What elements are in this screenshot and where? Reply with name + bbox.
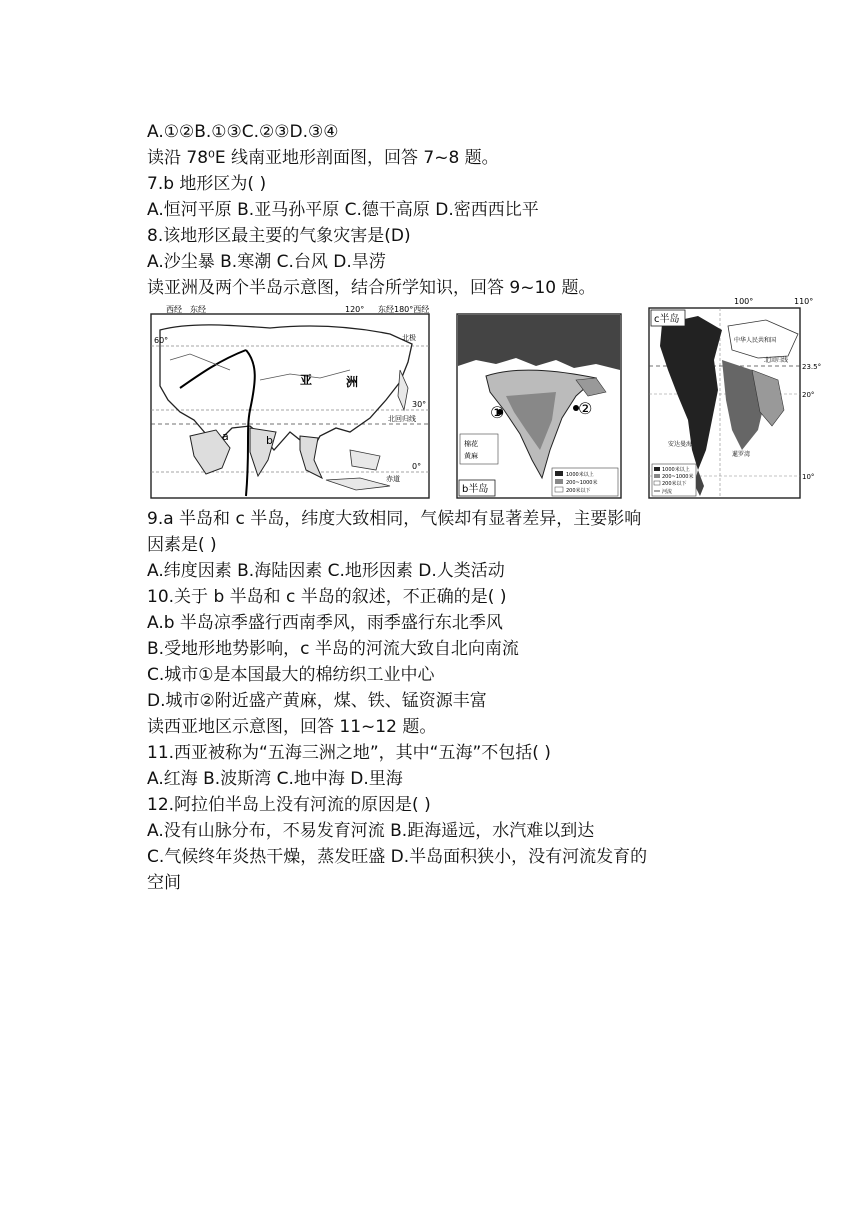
c-legend-elev-mid: 200~1000米 [662,474,694,480]
legend-elev-mid: 200~1000米 [566,480,598,486]
zhou-char-label: 洲 [346,375,359,389]
options-q8: A.沙尘暴 B.寒潮 C.台风 D.旱涝 [147,252,386,272]
lat-235-label: 23.5° [802,363,822,371]
b-peninsula-title: b半岛 [462,484,489,495]
city-2-marker: ② [578,399,593,418]
question-8: 8.该地形区最主要的气象灾害是(D) [147,226,411,246]
c-peninsula-map [648,297,822,500]
lon-100-label: 100° [734,297,754,306]
equator-label: 赤道 [386,475,400,483]
options-q12-cont: 空间 [147,873,181,893]
asia-map [150,300,432,500]
question-10: 10.关于 b 半岛和 c 半岛的叙述，不正确的是( ) [147,587,507,607]
instruction-9-10: 读亚洲及两个半岛示意图，结合所学知识，回答 9~10 题。 [147,278,596,298]
peninsula-b-label: b [266,434,273,447]
tropic-label: 北回归线 [388,415,416,423]
lat-20-label: 20° [802,391,815,399]
lon-110-label: 110° [794,297,814,306]
c-legend-elev-high: 1000米以上 [662,467,690,473]
china-label: 中华人民共和国 [734,337,777,344]
question-7: 7.b 地形区为( ) [147,174,267,194]
lon-180-label: 东经180°西经 [378,305,430,314]
option-10c: C.城市①是本国最大的棉纺织工业中心 [147,665,435,685]
lon-west-label: 西经 [166,305,182,314]
options-q7: A.恒河平原 B.亚马孙平原 C.德干高原 D.密西西比平 [147,200,539,220]
legend-jute: 黄麻 [464,452,478,460]
question-11: 11.西亚被称为“五海三洲之地”，其中“五海”不包括( ) [147,743,551,763]
legend-cotton: 棉花 [464,440,478,448]
map-figures [150,297,822,505]
instruction-7-8: 读沿 78⁰E 线南亚地形剖面图，回答 7~8 题。 [147,148,499,168]
question-9-part2: 因素是( ) [147,535,217,555]
lat-60-label: 60° [154,336,169,345]
b-peninsula-map [456,300,622,500]
options-q9: A.纬度因素 B.海陆因素 C.地形因素 D.人类活动 [147,561,505,581]
andaman-sea-label: 安达曼海 [668,441,693,448]
lat-0-label: 0° [412,462,422,471]
asia-char-label: 亚 [300,373,313,387]
gulf-label: 暹罗湾 [732,451,751,458]
city-1-marker: ① [490,403,505,422]
c-legend-elev-low: 200米以下 [662,481,687,487]
peninsula-a-label: a [222,430,229,443]
lat-10-label: 10° [802,473,815,481]
options-q12-cd: C.气候终年炎热干燥，蒸发旺盛 D.半岛面积狭小，没有河流发育的 [147,847,648,867]
arctic-label: 北极 [402,334,416,342]
c-legend-river: 河流 [662,489,673,495]
options-q11: A.红海 B.波斯湾 C.地中海 D.里海 [147,769,403,789]
question-9-part1: 9.a 半岛和 c 半岛，纬度大致相同，气候却有显著差异，主要影响 [147,509,642,529]
legend-elev-high: 1000米以上 [566,472,594,478]
answer-options-q6: A.①②B.①③C.②③D.③④ [147,122,339,142]
option-10d: D.城市②附近盛产黄麻，煤、铁、锰资源丰富 [147,691,487,711]
lon-120-label: 120° [345,305,365,314]
question-12: 12.阿拉伯半岛上没有河流的原因是( ) [147,795,431,815]
legend-elev-low: 200米以下 [566,488,591,494]
c-peninsula-title: c半岛 [654,314,680,325]
option-10a: A.b 半岛凉季盛行西南季风，雨季盛行东北季风 [147,613,503,633]
option-10b: B.受地形地势影响，c 半岛的河流大致自北向南流 [147,639,519,659]
lat-30-label: 30° [412,400,427,409]
lon-east-label: 东经 [190,305,206,314]
options-q12-ab: A.没有山脉分布，不易发育河流 B.距海遥远，水汽难以到达 [147,821,595,841]
c-tropic-label: 北回归线 [764,357,789,364]
instruction-11-12: 读西亚地区示意图，回答 11~12 题。 [147,717,437,737]
